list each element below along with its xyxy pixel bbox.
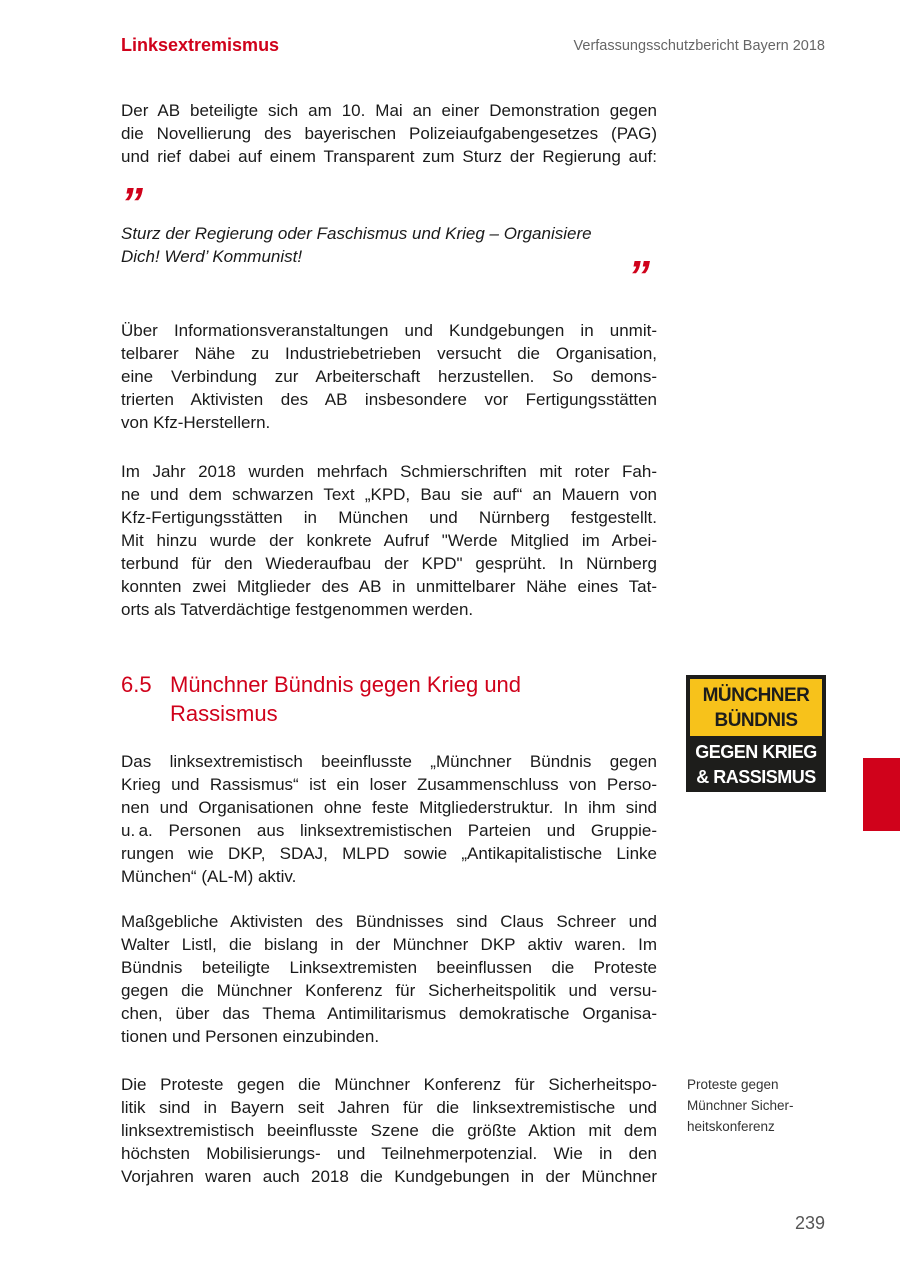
section-heading: [121, 670, 521, 728]
text-line: Walter Listl, die bislang in der Münchner DKP aktiv waren. Im: [121, 935, 657, 954]
buendnis-logo: [686, 675, 826, 792]
text-line: höchsten Mobilisierungs- und Teilnehmerpotenzial. Wie in den: [121, 1144, 657, 1163]
text-line: tionen und Personen einzubinden.: [121, 1027, 380, 1046]
paragraph: [121, 460, 657, 621]
running-header-publication: Verfassungsschutzbericht Bayern 2018: [573, 38, 825, 54]
text-line: und rief dabei auf einem Transparent zum Sturz der Regierung auf:: [121, 147, 657, 166]
logo-text: & RASSISMUS: [696, 767, 816, 787]
page-number: 239: [794, 1213, 825, 1233]
text-line: Kfz-Fertigungsstätten in München und Nürnberg festgestellt.: [121, 508, 657, 527]
caption-line: Münchner Sicher-: [687, 1098, 794, 1113]
margin-caption: [687, 1074, 794, 1137]
quote-close-mark: ”: [628, 252, 650, 301]
text-line: Das linksextremistisch beeinflusste „Münchner Bündnis gegen: [121, 752, 657, 771]
text-line: Über Informationsveranstaltungen und Kundgebungen in unmit-: [121, 321, 657, 340]
text-line: Mit hinzu wurde der konkrete Aufruf "Werde Mitglied im Arbei-: [121, 531, 657, 550]
section-title-line: Rassismus: [170, 701, 278, 726]
paragraph: [121, 750, 657, 888]
paragraph: [121, 1073, 657, 1188]
quote-open-mark: ”: [121, 179, 143, 228]
section-title-line: Münchner Bündnis gegen Krieg und: [170, 672, 522, 697]
text-line: linksextremistisch beeinflusste Szene die größte Aktion mit dem: [121, 1121, 657, 1140]
text-line: Die Proteste gegen die Münchner Konferenz für Sicherheitspo-: [121, 1075, 657, 1094]
text-line: Krieg und Rassismus“ ist ein loser Zusammenschluss von Perso-: [121, 775, 657, 794]
text-line: telbarer Nähe zu Industriebetrieben versucht die Organisation,: [121, 344, 657, 363]
text-line: u. a. Personen aus linksextremistischen Parteien und Gruppie-: [121, 821, 657, 840]
caption-line: Proteste gegen: [687, 1077, 779, 1092]
text-line: trierten Aktivisten des AB insbesondere vor Fertigungsstätten: [121, 390, 657, 409]
text-line: Maßgebliche Aktivisten des Bündnisses sind Claus Schreer und: [121, 912, 657, 931]
caption-line: heitskonferenz: [687, 1119, 775, 1134]
chapter-tab-marker: [863, 758, 900, 831]
quote-line: Dich! Werd’ Kommunist!: [121, 247, 303, 266]
text-line: gegen die Münchner Konferenz für Sicherheitspolitik und versu-: [121, 981, 657, 1000]
paragraph: [121, 319, 657, 434]
logo-text: MÜNCHNER: [702, 685, 810, 706]
text-line: chen, über das Thema Antimilitarismus demokratische Organisa-: [121, 1004, 657, 1023]
logo-text: GEGEN KRIEG: [695, 742, 817, 762]
text-line: rungen wie DKP, SDAJ, MLPD sowie „Antikapitalistische Linke: [121, 844, 657, 863]
text-line: die Novellierung des bayerischen Polizeiaufgabengesetzes (PAG): [121, 124, 657, 143]
text-line: Im Jahr 2018 wurden mehrfach Schmierschriften mit roter Fah-: [121, 462, 657, 481]
text-line: litik sind in Bayern seit Jahren für die linksextremistische und: [121, 1098, 657, 1117]
quote-text: [121, 222, 657, 268]
text-line: orts als Tatverdächtige festgenommen werden.: [121, 600, 474, 619]
text-line: von Kfz-Herstellern.: [121, 413, 271, 432]
text-line: nen und Organisationen ohne feste Mitgliederstruktur. In ihm sind: [121, 798, 657, 817]
logo-text: BÜNDNIS: [714, 710, 798, 731]
section-number: 6.5: [121, 672, 152, 697]
text-line: München“ (AL-M) aktiv.: [121, 867, 297, 886]
paragraph: [121, 910, 657, 1048]
text-line: Bündnis beteiligte Linksextremisten beeinflussen die Proteste: [121, 958, 657, 977]
text-line: Vorjahren waren auch 2018 die Kundgebungen in der Münchner: [121, 1167, 657, 1186]
quote-line: Sturz der Regierung oder Faschismus und Krieg – Organisiere: [121, 224, 592, 243]
text-line: terbund für den Wiederaufbau der KPD" gesprüht. In Nürnberg: [121, 554, 657, 573]
running-header-section: Linksextremismus: [121, 35, 280, 55]
text-line: konnten zwei Mitglieder des AB in unmittelbarer Nähe eines Tat-: [121, 577, 657, 596]
text-line: ne und dem schwarzen Text „KPD, Bau sie auf“ an Mauern von: [121, 485, 657, 504]
text-line: Der AB beteiligte sich am 10. Mai an einer Demonstration gegen: [121, 101, 657, 120]
text-line: eine Verbindung zur Arbeiterschaft herzustellen. So demons-: [121, 367, 657, 386]
paragraph: [121, 99, 657, 168]
